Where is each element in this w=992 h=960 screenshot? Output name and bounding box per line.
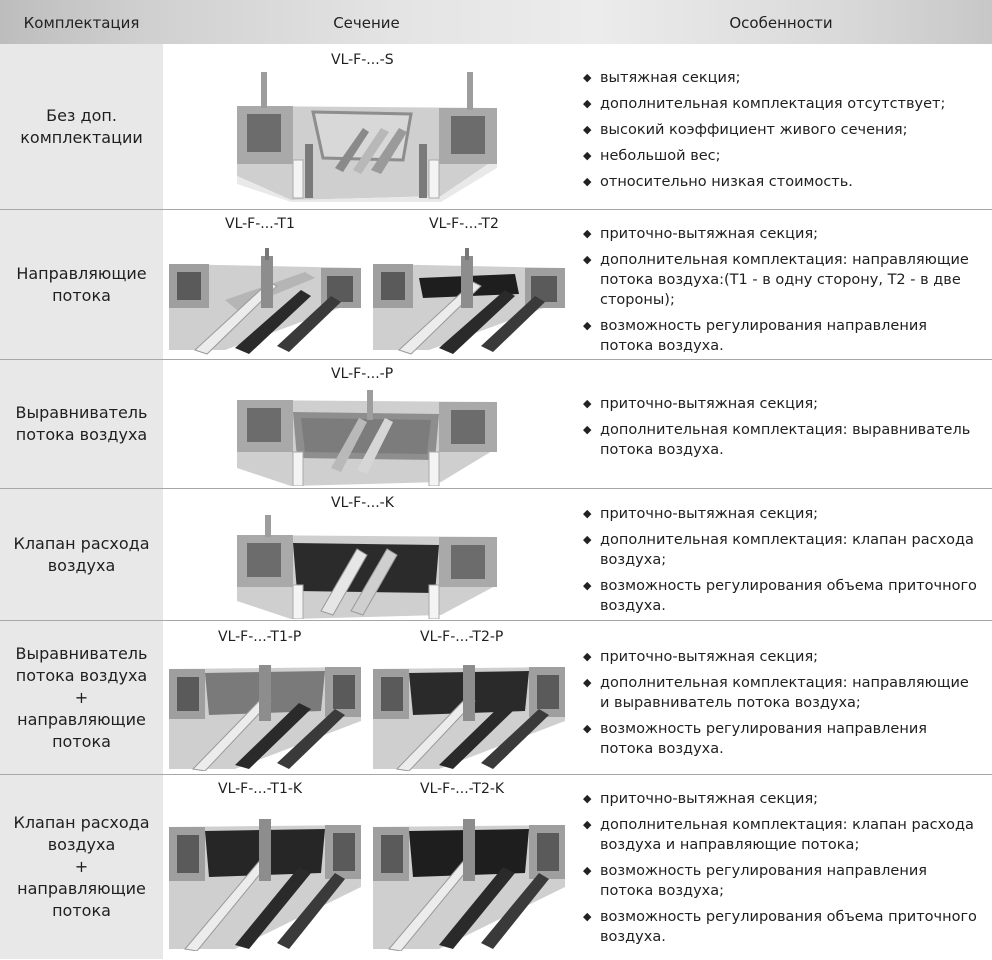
section-image [369, 238, 569, 356]
list-item: ◆ возможность регулирования направления потока воздуха. [583, 721, 927, 757]
features-list [582, 68, 982, 198]
diamond-bullet-icon: ◆ [583, 123, 592, 136]
list-item: ◆ дополнительная комплектация: клапан расхода воздуха; [583, 532, 974, 568]
diamond-bullet-icon: ◆ [583, 722, 592, 735]
list-item: ◆ дополнительная комплектация: клапан расхода воздуха и направляющие потока; [583, 817, 974, 853]
list-item: ◆ дополнительная комплектация отсутствует; [583, 96, 946, 112]
row-name: Выравниватель потока воздуха + направляющие потока [15, 643, 148, 751]
table-header [0, 0, 992, 44]
list-item: ◆ дополнительная комплектация: направляющие и выравниватель потока воздуха; [583, 675, 969, 711]
section-cell [163, 360, 570, 488]
diamond-bullet-icon: ◆ [583, 71, 592, 84]
row-name: Клапан расхода воздуха + направляющие потока [13, 813, 150, 920]
table-row [0, 360, 992, 489]
list-item: ◆ вытяжная секция; [583, 70, 741, 86]
header-features: Особенности [729, 14, 833, 32]
diamond-bullet-icon: ◆ [583, 864, 592, 877]
list-item: ◆ приточно-вытяжная секция; [583, 506, 819, 522]
list-item: ◆ дополнительная комплектация: выравниватель потока воздуха. [583, 422, 971, 458]
list-item: ◆ возможность регулирования направления потока воздуха. [583, 318, 927, 354]
diamond-bullet-icon: ◆ [583, 227, 592, 240]
model-code: VL-F-...-T2-K [420, 781, 505, 797]
table-row [0, 489, 992, 621]
section-image [231, 388, 507, 486]
diamond-bullet-icon: ◆ [583, 792, 592, 805]
section-image [165, 238, 365, 356]
model-code: VL-F-...-S [331, 52, 394, 68]
diamond-bullet-icon: ◆ [583, 149, 592, 162]
features-list [582, 394, 982, 466]
model-code: VL-F-...-T1-K [218, 781, 303, 797]
section-image [369, 651, 569, 771]
diamond-bullet-icon: ◆ [583, 423, 592, 436]
diamond-bullet-icon: ◆ [583, 319, 592, 332]
list-item: ◆ приточно-вытяжная секция; [583, 649, 819, 665]
list-item: ◆ дополнительная комплектация: направляющие потока воздуха:(Т1 - в одну сторону, Т2 - в две стороны); [583, 252, 969, 308]
section-image [369, 803, 569, 951]
diamond-bullet-icon: ◆ [583, 818, 592, 831]
list-item: ◆ относительно низкая стоимость. [583, 174, 853, 190]
row-name: Направляющие потока [16, 263, 147, 305]
model-code: VL-F-...-P [331, 366, 394, 382]
diamond-bullet-icon: ◆ [583, 650, 592, 663]
diamond-bullet-icon: ◆ [583, 507, 592, 520]
list-item: ◆ приточно-вытяжная секция; [583, 396, 819, 412]
list-item: ◆ высокий коэффициент живого сечения; [583, 122, 908, 138]
diamond-bullet-icon: ◆ [583, 175, 592, 188]
header-section: Сечение [333, 14, 400, 32]
features-list [582, 647, 982, 765]
diamond-bullet-icon: ◆ [583, 253, 592, 266]
list-item: ◆ возможность регулирования направления потока воздуха; [583, 863, 927, 899]
header-kit: Комплектация [23, 14, 140, 32]
section-image [231, 515, 507, 619]
section-cell [163, 489, 570, 620]
diamond-bullet-icon: ◆ [583, 910, 592, 923]
diamond-bullet-icon: ◆ [583, 397, 592, 410]
model-code: VL-F-...-T1-P [218, 629, 302, 645]
features-list [582, 504, 982, 622]
diamond-bullet-icon: ◆ [583, 97, 592, 110]
row-name: Без доп. комплектации [20, 105, 143, 147]
table-row [0, 44, 992, 210]
diamond-bullet-icon: ◆ [583, 533, 592, 546]
section-cell [163, 44, 570, 209]
list-item: ◆ возможность регулирования объема приточного воздуха. [583, 909, 977, 945]
list-item: ◆ возможность регулирования объема приточного воздуха. [583, 578, 977, 614]
model-code: VL-F-...-T2 [429, 216, 499, 232]
section-cell [163, 210, 570, 359]
list-item: ◆ приточно-вытяжная секция; [583, 791, 819, 807]
row-name: Выравниватель потока воздуха [15, 403, 148, 444]
section-cell [163, 775, 570, 959]
section-cell [163, 621, 570, 774]
section-image [165, 803, 365, 951]
model-code: VL-F-...-K [331, 495, 394, 511]
features-list [582, 224, 982, 362]
list-item: ◆ приточно-вытяжная секция; [583, 226, 819, 242]
table-row [0, 621, 992, 775]
row-name: Клапан расхода воздуха [13, 533, 150, 575]
diamond-bullet-icon: ◆ [583, 676, 592, 689]
model-code: VL-F-...-T2-P [420, 629, 504, 645]
table-row [0, 775, 992, 959]
table-row [0, 210, 992, 360]
list-item: ◆ небольшой вес; [583, 148, 721, 164]
model-code: VL-F-...-T1 [225, 216, 295, 232]
diamond-bullet-icon: ◆ [583, 579, 592, 592]
section-image [231, 72, 507, 202]
features-list [582, 789, 982, 953]
section-image [165, 651, 365, 771]
